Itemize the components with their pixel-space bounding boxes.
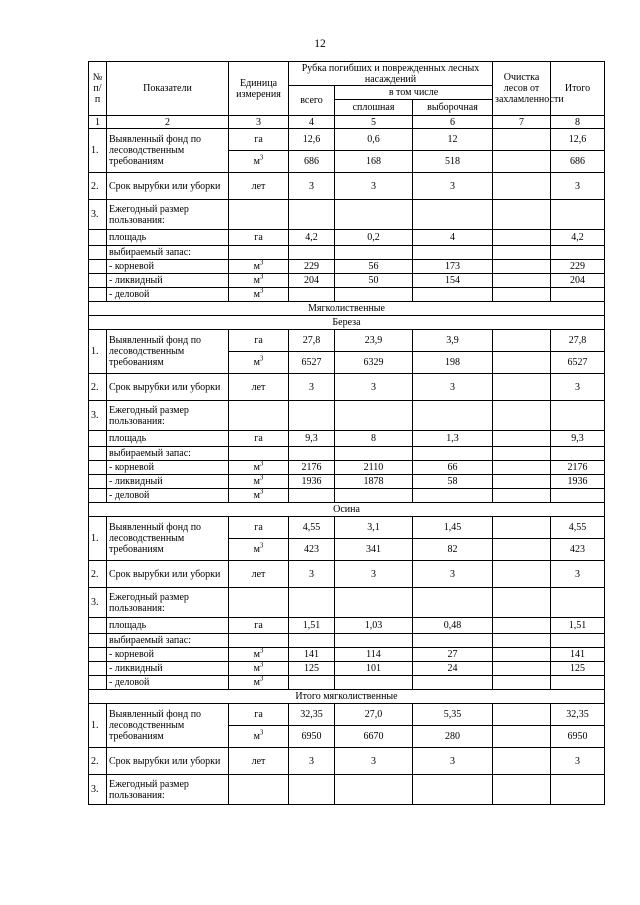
annual-col6	[413, 401, 493, 431]
stock-col4	[289, 634, 335, 648]
area-col6: 4	[413, 230, 493, 246]
unit-cell: $м^3$	[229, 676, 289, 690]
liquid-col4: 1936	[289, 475, 335, 489]
term-col4: 3	[289, 374, 335, 401]
area-col8: 4,2	[551, 230, 605, 246]
row-num	[89, 246, 107, 260]
unit-cell: $м^3$	[229, 662, 289, 676]
col-number: 7	[493, 116, 551, 129]
table-row	[89, 200, 605, 230]
row-num: 2.	[89, 561, 107, 588]
root-col5: 2110	[335, 461, 413, 475]
business-col5	[335, 676, 413, 690]
annual-col6	[413, 588, 493, 618]
business-col6	[413, 288, 493, 302]
term-col5: 3	[335, 561, 413, 588]
indicator-stock: выбираемый запас:	[107, 246, 229, 260]
table-row	[89, 690, 605, 704]
unit-cell	[229, 775, 289, 805]
fund-m3-col8: 423	[551, 539, 605, 561]
table-row	[89, 431, 605, 447]
stock-col6	[413, 634, 493, 648]
area-col4: 1,51	[289, 618, 335, 634]
fund-m3-col7	[493, 726, 551, 748]
unit-cell: $м^3$	[229, 288, 289, 302]
row-num	[89, 230, 107, 246]
indicator-root: - корневой	[107, 648, 229, 662]
stock-col6	[413, 246, 493, 260]
header-clear-cut: сплошная	[335, 100, 413, 116]
term-col7	[493, 374, 551, 401]
root-col8: 229	[551, 260, 605, 274]
unit-cell: $м^3$	[229, 726, 289, 748]
row-num	[89, 260, 107, 274]
root-col6: 66	[413, 461, 493, 475]
annual-col7	[493, 401, 551, 431]
page-number: 12	[314, 38, 326, 50]
fund-m3-col4: 6950	[289, 726, 335, 748]
table-row	[89, 62, 605, 86]
area-col7	[493, 618, 551, 634]
liquid-col5: 101	[335, 662, 413, 676]
liquid-col7	[493, 274, 551, 288]
indicator-liquid: - ликвидный	[107, 274, 229, 288]
fund-ha-col7	[493, 330, 551, 352]
fund-m3-col8: 6527	[551, 352, 605, 374]
fund-ha-col6: 12	[413, 129, 493, 151]
root-col8: 2176	[551, 461, 605, 475]
row-num	[89, 618, 107, 634]
fund-ha-col6: 3,9	[413, 330, 493, 352]
fund-m3-col6: 518	[413, 151, 493, 173]
indicator-business: - деловой	[107, 288, 229, 302]
area-col5: 1,03	[335, 618, 413, 634]
indicator-fund: Выявленный фонд по лесоводственным требованиям	[107, 129, 229, 173]
liquid-col8: 1936	[551, 475, 605, 489]
header-total-sub: всего	[289, 86, 335, 116]
term-col4: 3	[289, 173, 335, 200]
fund-m3-col8: 6950	[551, 726, 605, 748]
section-total-soft: Итого мягколиственные	[89, 690, 605, 704]
section-birch: Береза	[89, 316, 605, 330]
unit-cell: $м^3$	[229, 461, 289, 475]
stock-col7	[493, 447, 551, 461]
root-col7	[493, 461, 551, 475]
root-col4: 141	[289, 648, 335, 662]
unit-cell: га	[229, 618, 289, 634]
indicator-fund: Выявленный фонд по лесоводственным требованиям	[107, 330, 229, 374]
liquid-col6: 58	[413, 475, 493, 489]
unit-cell: лет	[229, 748, 289, 775]
table-row	[89, 503, 605, 517]
header-indicators: Показатели	[107, 62, 229, 116]
table-row	[89, 302, 605, 316]
table-row	[89, 648, 605, 662]
root-col4: 2176	[289, 461, 335, 475]
fund-m3-col4: 6527	[289, 352, 335, 374]
stock-col8	[551, 447, 605, 461]
table-row	[89, 588, 605, 618]
table-row	[89, 274, 605, 288]
table-row	[89, 288, 605, 302]
fund-ha-col4: 27,8	[289, 330, 335, 352]
unit-cell: $м^3$	[229, 151, 289, 173]
fund-ha-col4: 4,55	[289, 517, 335, 539]
fund-m3-col6: 82	[413, 539, 493, 561]
row-num: 1.	[89, 517, 107, 561]
row-num	[89, 662, 107, 676]
indicator-term: Срок вырубки или уборки	[107, 561, 229, 588]
area-col4: 9,3	[289, 431, 335, 447]
area-col6: 1,3	[413, 431, 493, 447]
annual-col4	[289, 401, 335, 431]
stock-col6	[413, 447, 493, 461]
table-row	[89, 260, 605, 274]
table-row	[89, 129, 605, 151]
root-col5: 56	[335, 260, 413, 274]
annual-col4	[289, 200, 335, 230]
row-num: 3.	[89, 401, 107, 431]
term-col7	[493, 173, 551, 200]
fund-ha-col7	[493, 517, 551, 539]
row-num: 3.	[89, 200, 107, 230]
table-row	[89, 173, 605, 200]
fund-m3-col6: 198	[413, 352, 493, 374]
indicator-root: - корневой	[107, 461, 229, 475]
term-col6: 3	[413, 561, 493, 588]
annual-col8	[551, 588, 605, 618]
table-row	[89, 246, 605, 260]
fund-ha-col7	[493, 704, 551, 726]
col-number: 4	[289, 116, 335, 129]
table-row	[89, 618, 605, 634]
unit-cell: лет	[229, 374, 289, 401]
root-col7	[493, 260, 551, 274]
indicator-term: Срок вырубки или уборки	[107, 173, 229, 200]
header-including: в том числе	[335, 86, 493, 100]
annual-col6	[413, 775, 493, 805]
indicator-area: площадь	[107, 230, 229, 246]
fund-ha-col8: 4,55	[551, 517, 605, 539]
unit-cell	[229, 447, 289, 461]
indicator-fund: Выявленный фонд по лесоводственным требованиям	[107, 704, 229, 748]
stock-col5	[335, 246, 413, 260]
fund-ha-col8: 27,8	[551, 330, 605, 352]
indicator-business: - деловой	[107, 676, 229, 690]
annual-col5	[335, 588, 413, 618]
table-row	[89, 775, 605, 805]
stock-col8	[551, 246, 605, 260]
fund-m3-col4: 686	[289, 151, 335, 173]
col-number: 5	[335, 116, 413, 129]
unit-cell: $м^3$	[229, 475, 289, 489]
indicator-root: - корневой	[107, 260, 229, 274]
area-col8: 9,3	[551, 431, 605, 447]
business-col6	[413, 489, 493, 503]
area-col5: 0,2	[335, 230, 413, 246]
header-felling: Рубка погибших и поврежденных лесных насаждений	[289, 62, 493, 86]
indicator-annual: Ежегодный размер пользования:	[107, 401, 229, 431]
row-num: 1.	[89, 129, 107, 173]
area-col8: 1,51	[551, 618, 605, 634]
row-num	[89, 648, 107, 662]
row-num	[89, 274, 107, 288]
fund-m3-col5: 6670	[335, 726, 413, 748]
fund-ha-col8: 12,6	[551, 129, 605, 151]
root-col5: 114	[335, 648, 413, 662]
root-col7	[493, 648, 551, 662]
term-col6: 3	[413, 374, 493, 401]
business-col8	[551, 676, 605, 690]
business-col8	[551, 288, 605, 302]
indicator-liquid: - ликвидный	[107, 662, 229, 676]
table-row	[89, 316, 605, 330]
fund-ha-col4: 12,6	[289, 129, 335, 151]
fund-m3-col5: 341	[335, 539, 413, 561]
fund-m3-col4: 423	[289, 539, 335, 561]
annual-col7	[493, 588, 551, 618]
unit-cell	[229, 588, 289, 618]
annual-col5	[335, 775, 413, 805]
fund-ha-col5: 3,1	[335, 517, 413, 539]
stock-col5	[335, 634, 413, 648]
business-col7	[493, 288, 551, 302]
liquid-col4: 204	[289, 274, 335, 288]
area-col7	[493, 230, 551, 246]
stock-col4	[289, 447, 335, 461]
indicator-stock: выбираемый запас:	[107, 634, 229, 648]
unit-cell: га	[229, 517, 289, 539]
stock-col7	[493, 634, 551, 648]
row-num	[89, 676, 107, 690]
unit-cell: га	[229, 230, 289, 246]
section-soft: Мягколиственные	[89, 302, 605, 316]
indicator-liquid: - ликвидный	[107, 475, 229, 489]
table-row	[89, 748, 605, 775]
term-col8: 3	[551, 748, 605, 775]
indicator-area: площадь	[107, 431, 229, 447]
area-col4: 4,2	[289, 230, 335, 246]
fund-m3-col7	[493, 151, 551, 173]
fund-ha-col6: 5,35	[413, 704, 493, 726]
liquid-col5: 50	[335, 274, 413, 288]
unit-cell: $м^3$	[229, 274, 289, 288]
indicator-business: - деловой	[107, 489, 229, 503]
fund-ha-col5: 0,6	[335, 129, 413, 151]
table-row	[89, 116, 605, 129]
unit-cell: га	[229, 704, 289, 726]
term-col5: 3	[335, 748, 413, 775]
indicator-annual: Ежегодный размер пользования:	[107, 200, 229, 230]
row-num: 1.	[89, 704, 107, 748]
liquid-col7	[493, 475, 551, 489]
table-row	[89, 489, 605, 503]
row-num	[89, 634, 107, 648]
unit-cell: га	[229, 431, 289, 447]
business-col4	[289, 288, 335, 302]
indicator-term: Срок вырубки или уборки	[107, 374, 229, 401]
col-number: 6	[413, 116, 493, 129]
indicator-annual: Ежегодный размер пользования:	[107, 775, 229, 805]
row-num: 3.	[89, 775, 107, 805]
row-num	[89, 489, 107, 503]
business-col7	[493, 676, 551, 690]
annual-col4	[289, 588, 335, 618]
header-selective: выборочная	[413, 100, 493, 116]
fund-m3-col7	[493, 352, 551, 374]
liquid-col8: 204	[551, 274, 605, 288]
root-col8: 141	[551, 648, 605, 662]
header-unit: Единица измерения	[229, 62, 289, 116]
unit-cell: $м^3$	[229, 539, 289, 561]
header-cleaning: Очистка лесов от захламленности	[493, 62, 551, 116]
header-num: № п/ п	[89, 62, 107, 116]
root-col6: 173	[413, 260, 493, 274]
indicator-term: Срок вырубки или уборки	[107, 748, 229, 775]
col-number: 1	[89, 116, 107, 129]
business-col4	[289, 676, 335, 690]
root-col6: 27	[413, 648, 493, 662]
term-col4: 3	[289, 561, 335, 588]
col-number: 3	[229, 116, 289, 129]
row-num	[89, 431, 107, 447]
row-num: 2.	[89, 173, 107, 200]
unit-cell	[229, 634, 289, 648]
table-row	[89, 447, 605, 461]
business-col5	[335, 288, 413, 302]
annual-col5	[335, 401, 413, 431]
stock-col4	[289, 246, 335, 260]
col-number: 8	[551, 116, 605, 129]
unit-cell: га	[229, 330, 289, 352]
term-col5: 3	[335, 173, 413, 200]
stock-col8	[551, 634, 605, 648]
table-row	[89, 401, 605, 431]
term-col6: 3	[413, 748, 493, 775]
unit-cell: лет	[229, 561, 289, 588]
row-num: 3.	[89, 588, 107, 618]
table-row	[89, 634, 605, 648]
annual-col6	[413, 200, 493, 230]
unit-cell: $м^3$	[229, 260, 289, 274]
fund-m3-col6: 280	[413, 726, 493, 748]
unit-cell	[229, 200, 289, 230]
fund-ha-col5: 27,0	[335, 704, 413, 726]
root-col4: 229	[289, 260, 335, 274]
term-col7	[493, 561, 551, 588]
stock-col7	[493, 246, 551, 260]
stock-col5	[335, 447, 413, 461]
table-row	[89, 704, 605, 726]
table-row	[89, 561, 605, 588]
annual-col8	[551, 200, 605, 230]
term-col4: 3	[289, 748, 335, 775]
business-col8	[551, 489, 605, 503]
liquid-col6: 154	[413, 274, 493, 288]
indicator-fund: Выявленный фонд по лесоводственным требованиям	[107, 517, 229, 561]
fund-ha-col4: 32,35	[289, 704, 335, 726]
section-aspen: Осина	[89, 503, 605, 517]
liquid-col6: 24	[413, 662, 493, 676]
row-num	[89, 461, 107, 475]
unit-cell: га	[229, 129, 289, 151]
unit-cell: $м^3$	[229, 489, 289, 503]
liquid-col4: 125	[289, 662, 335, 676]
annual-col7	[493, 775, 551, 805]
liquid-col5: 1878	[335, 475, 413, 489]
row-num: 2.	[89, 748, 107, 775]
col-number: 2	[107, 116, 229, 129]
fund-m3-col5: 6329	[335, 352, 413, 374]
header-itogo: Итого	[551, 62, 605, 116]
table-row	[89, 230, 605, 246]
unit-cell: лет	[229, 173, 289, 200]
annual-col7	[493, 200, 551, 230]
fund-ha-col5: 23,9	[335, 330, 413, 352]
row-num: 2.	[89, 374, 107, 401]
indicator-annual: Ежегодный размер пользования:	[107, 588, 229, 618]
annual-col5	[335, 200, 413, 230]
term-col6: 3	[413, 173, 493, 200]
area-col6: 0,48	[413, 618, 493, 634]
unit-cell: $м^3$	[229, 648, 289, 662]
row-num	[89, 288, 107, 302]
fund-ha-col8: 32,35	[551, 704, 605, 726]
table-row	[89, 374, 605, 401]
unit-cell: $м^3$	[229, 352, 289, 374]
table-row	[89, 461, 605, 475]
indicator-area: площадь	[107, 618, 229, 634]
table-row	[89, 676, 605, 690]
annual-col8	[551, 401, 605, 431]
unit-cell	[229, 401, 289, 431]
term-col8: 3	[551, 561, 605, 588]
liquid-col7	[493, 662, 551, 676]
unit-cell	[229, 246, 289, 260]
area-col5: 8	[335, 431, 413, 447]
table-row	[89, 330, 605, 352]
term-col7	[493, 748, 551, 775]
annual-col4	[289, 775, 335, 805]
business-col5	[335, 489, 413, 503]
business-col6	[413, 676, 493, 690]
term-col8: 3	[551, 173, 605, 200]
fund-ha-col6: 1,45	[413, 517, 493, 539]
annual-col8	[551, 775, 605, 805]
liquid-col8: 125	[551, 662, 605, 676]
fund-ha-col7	[493, 129, 551, 151]
row-num	[89, 447, 107, 461]
area-col7	[493, 431, 551, 447]
term-col5: 3	[335, 374, 413, 401]
table-row	[89, 475, 605, 489]
fund-m3-col5: 168	[335, 151, 413, 173]
term-col8: 3	[551, 374, 605, 401]
table-row	[89, 517, 605, 539]
table-row	[89, 662, 605, 676]
business-col4	[289, 489, 335, 503]
row-num: 1.	[89, 330, 107, 374]
fund-m3-col8: 686	[551, 151, 605, 173]
row-num	[89, 475, 107, 489]
fund-m3-col7	[493, 539, 551, 561]
forest-use-table	[88, 61, 605, 805]
business-col7	[493, 489, 551, 503]
indicator-stock: выбираемый запас:	[107, 447, 229, 461]
